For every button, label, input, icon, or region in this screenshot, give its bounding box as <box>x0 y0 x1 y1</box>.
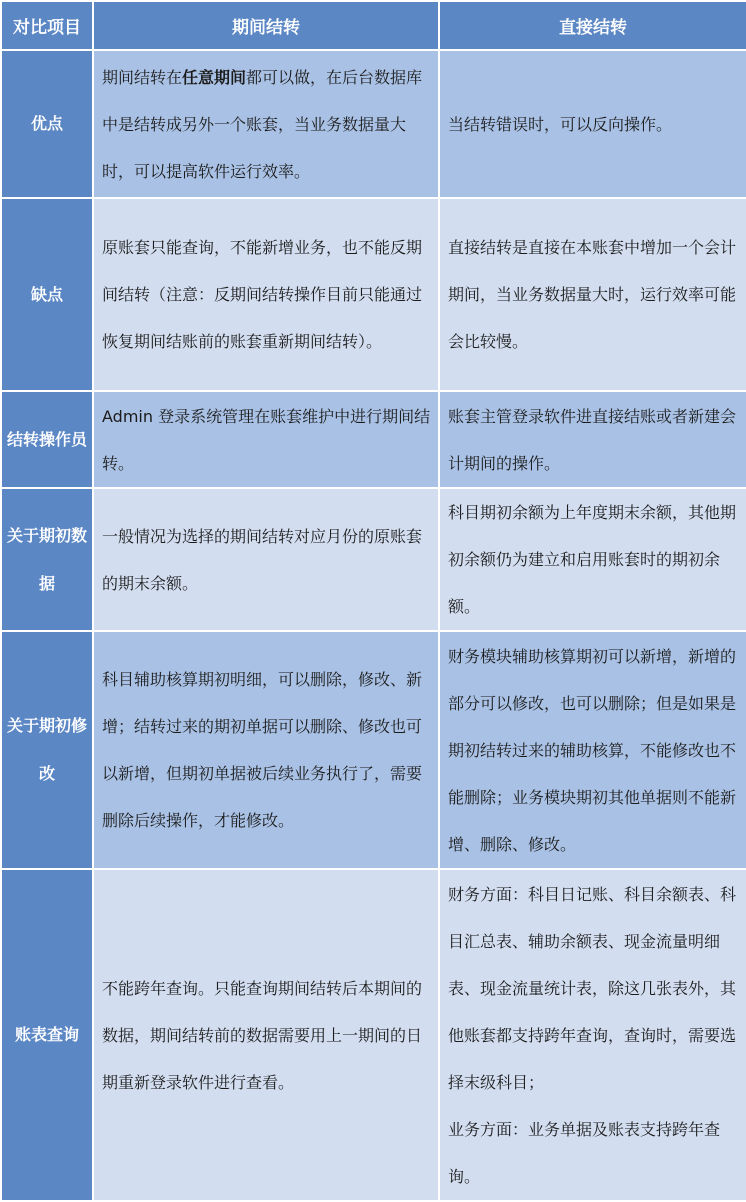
cell-text-bold: 任意期间 <box>182 67 247 87</box>
direct-transfer-cell: 账套主管登录软件进直接结账或者新建会计期间的操作。 <box>439 391 746 488</box>
period-transfer-cell: 科目辅助核算期初明细，可以删除，修改、新增；结转过来的期初单据可以删除、修改也可以新增，但期初单据被后续业务执行了，需要删除后续操作，才能修改。 <box>93 631 439 869</box>
direct-transfer-cell: 当结转错误时，可以反向操作。 <box>439 50 746 198</box>
row-label: 缺点 <box>1 198 93 391</box>
header-compare-item: 对比项目 <box>1 1 93 50</box>
table-row-disadvantages <box>1 198 746 391</box>
row-label: 结转操作员 <box>1 391 93 488</box>
header-direct-transfer: 直接结转 <box>439 1 746 50</box>
direct-transfer-cell <box>439 869 746 1201</box>
table-row-operator <box>1 391 746 488</box>
period-transfer-cell <box>93 50 439 198</box>
direct-transfer-cell: 直接结转是直接在本账套中增加一个会计期间，当业务数据量大时，运行效率可能会比较慢。 <box>439 198 746 391</box>
table-row-report-query <box>1 869 746 1201</box>
row-label: 关于期初修改 <box>1 631 93 869</box>
row-label: 关于期初数据 <box>1 488 93 631</box>
direct-transfer-cell: 科目期初余额为上年度期末余额，其他期初余额仍为建立和启用账套时的期初余额。 <box>439 488 746 631</box>
period-transfer-cell: 一般情况为选择的期间结转对应月份的原账套的期末余额。 <box>93 488 439 631</box>
direct-transfer-cell: 财务模块辅助核算期初可以新增，新增的部分可以修改，也可以删除；但是如果是期初结转过来的辅助核算，不能修改也不能删除；业务模块期初其他单据则不能新增、删除、修改。 <box>439 631 746 869</box>
header-row <box>1 1 746 50</box>
row-label: 优点 <box>1 50 93 198</box>
period-transfer-cell: 原账套只能查询，不能新增业务，也不能反期间结转（注意：反期间结转操作目前只能通过恢复期间结账前的账套重新期间结转）。 <box>93 198 439 391</box>
row-label: 账表查询 <box>1 869 93 1201</box>
table-row-opening-data <box>1 488 746 631</box>
table-row-advantages <box>1 50 746 198</box>
header-period-transfer: 期间结转 <box>93 1 439 50</box>
cell-text: 都可以做，在后台数据库中是结转成另外一个账套，当业务数据量大时，可以提高软件运行效率。 <box>102 67 423 181</box>
table-row-opening-modify <box>1 631 746 869</box>
cell-paragraph: 业务方面：业务单据及账表支持跨年查询。 <box>448 1119 721 1186</box>
cell-paragraph: 财务方面：科目日记账、科目余额表、科目汇总表、辅助余额表、现金流量明细表、现金流量统计表，除这几张表外，其他账套都支持跨年查询，查询时，需要选择末级科目； <box>448 884 737 1092</box>
period-transfer-cell: Admin 登录系统管理在账套维护中进行期间结转。 <box>93 391 439 488</box>
cell-text: 期间结转在 <box>102 67 183 87</box>
period-transfer-cell: 不能跨年查询。只能查询期间结转后本期间的数据，期间结转前的数据需要用上一期间的日期重新登录软件进行查看。 <box>93 869 439 1201</box>
